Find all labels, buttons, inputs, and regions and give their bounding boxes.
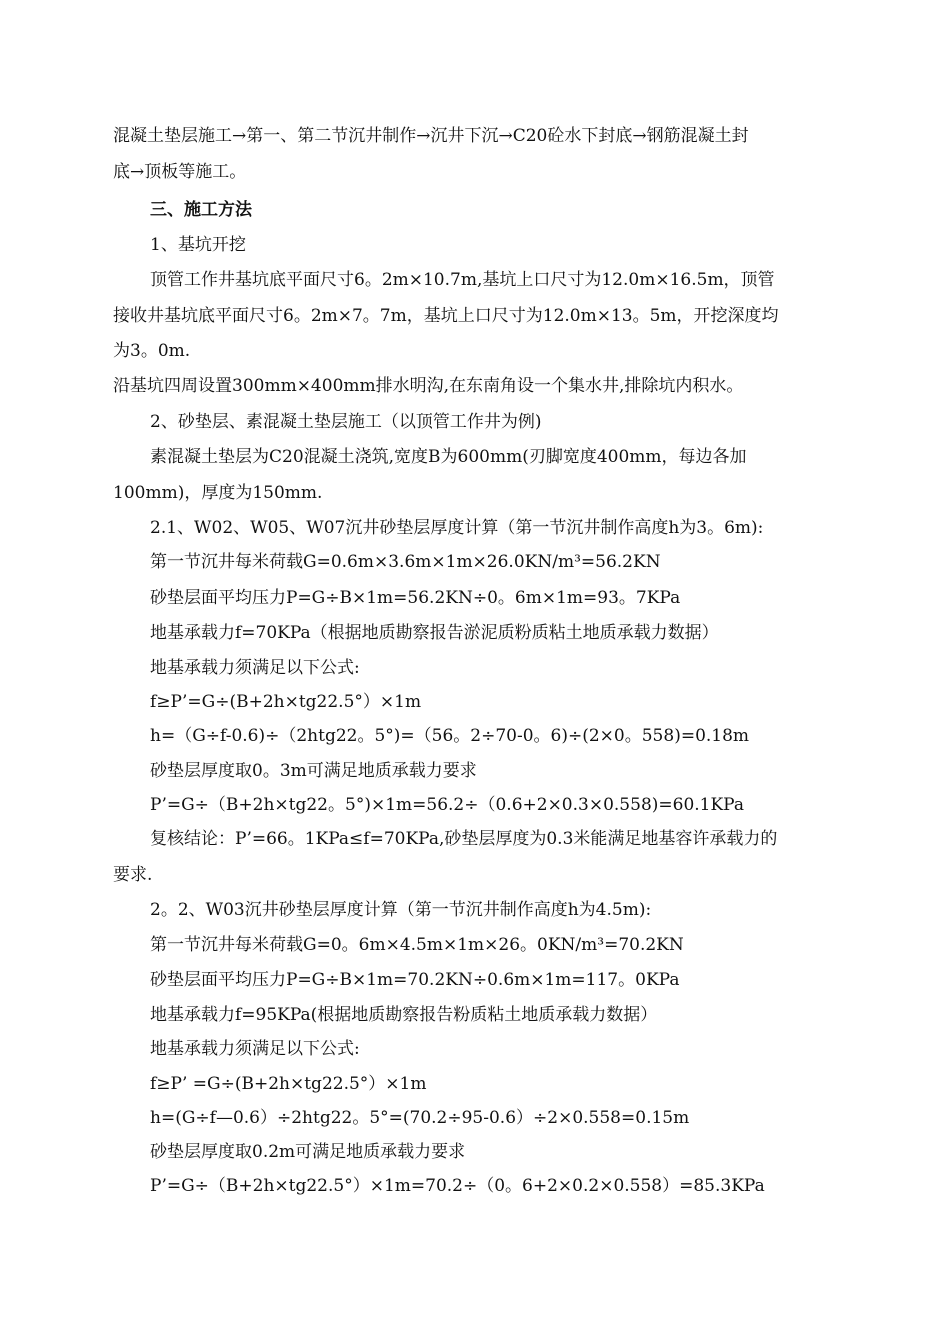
text-line: 地基承载力f=95KPa(根据地质勘察报告粉质粘土地质承载力数据） [150, 1005, 658, 1025]
subsection-heading: 2、砂垫层、素混凝土垫层施工（以顶管工作井为例) [150, 412, 542, 432]
text-line: 要求. [113, 865, 153, 885]
text-line: 2.1、W02、W05、W07沉井砂垫层厚度计算（第一节沉井制作高度h为3。6m): [150, 518, 764, 538]
text-line: 第一节沉井每米荷载G=0.6m×3.6m×1m×26.0KN/m³=56.2KN [150, 552, 661, 572]
formula-line: f≥P’=G÷(B+2h×tg22.5°）×1m [150, 692, 422, 712]
text-line: 100mm)，厚度为150mm. [113, 483, 323, 503]
text-line: 混凝土垫层施工→第一、第二节沉井制作→沉井下沉→C20砼水下封底→钢筋混凝土封 [113, 126, 749, 146]
formula-line: P’=G÷（B+2h×tg22.5°）×1m=70.2÷（0。6+2×0.2×0.558）=85.3KPa [150, 1176, 765, 1196]
text-line: 第一节沉井每米荷载G=0。6m×4.5m×1m×26。0KN/m³=70.2KN [150, 935, 684, 955]
text-line: 砂垫层面平均压力P=G÷B×1m=56.2KN÷0。6m×1m=93。7KPa [150, 588, 681, 608]
text-line: 砂垫层厚度取0.2m可满足地质承载力要求 [150, 1142, 466, 1162]
formula-line: f≥P’ =G÷(B+2h×tg22.5°）×1m [150, 1074, 427, 1094]
formula-line: P’=G÷（B+2h×tg22。5°)×1m=56.2÷（0.6+2×0.3×0.558)=60.1KPa [150, 795, 744, 815]
text-line: 砂垫层面平均压力P=G÷B×1m=70.2KN÷0.6m×1m=117。0KPa [150, 970, 680, 990]
text-line: 接收井基坑底平面尺寸6。2m×7。7m，基坑上口尺寸为12.0m×13。5m，开挖深度均 [113, 306, 779, 326]
formula-line: h=(G÷f—0.6）÷2htg22。5°=(70.2÷95-0.6）÷2×0.558=0.15m [150, 1108, 690, 1128]
text-line: 为3。0m. [113, 341, 191, 361]
subsection-heading: 1、基坑开挖 [150, 235, 246, 255]
text-line: 复核结论：P’=66。1KPa≤f=70KPa,砂垫层厚度为0.3米能满足地基容许承载力的 [150, 829, 778, 849]
text-line: 素混凝土垫层为C20混凝土浇筑,宽度B为600mm(刃脚宽度400mm，每边各加 [150, 447, 747, 467]
text-line: 2。2、W03沉井砂垫层厚度计算（第一节沉井制作高度h为4.5m): [150, 900, 652, 920]
text-line: 地基承载力须满足以下公式: [150, 1039, 360, 1059]
text-line: 顶管工作井基坑底平面尺寸6。2m×10.7m,基坑上口尺寸为12.0m×16.5m，顶管 [150, 270, 775, 290]
text-line: 沿基坑四周设置300mm×400mm排水明沟,在东南角设一个集水井,排除坑内积水。 [113, 376, 744, 396]
section-heading: 三、施工方法 [150, 200, 252, 220]
text-line: 地基承载力f=70KPa（根据地质勘察报告淤泥质粉质粘土地质承载力数据） [150, 623, 719, 643]
text-line: 地基承载力须满足以下公式: [150, 658, 360, 678]
formula-line: h=（G÷f-0.6)÷（2htg22。5°)=（56。2÷70-0。6)÷(2×0。558)=0.18m [150, 726, 750, 746]
text-line: 底→顶板等施工。 [113, 162, 247, 182]
text-line: 砂垫层厚度取0。3m可满足地质承载力要求 [150, 761, 477, 781]
